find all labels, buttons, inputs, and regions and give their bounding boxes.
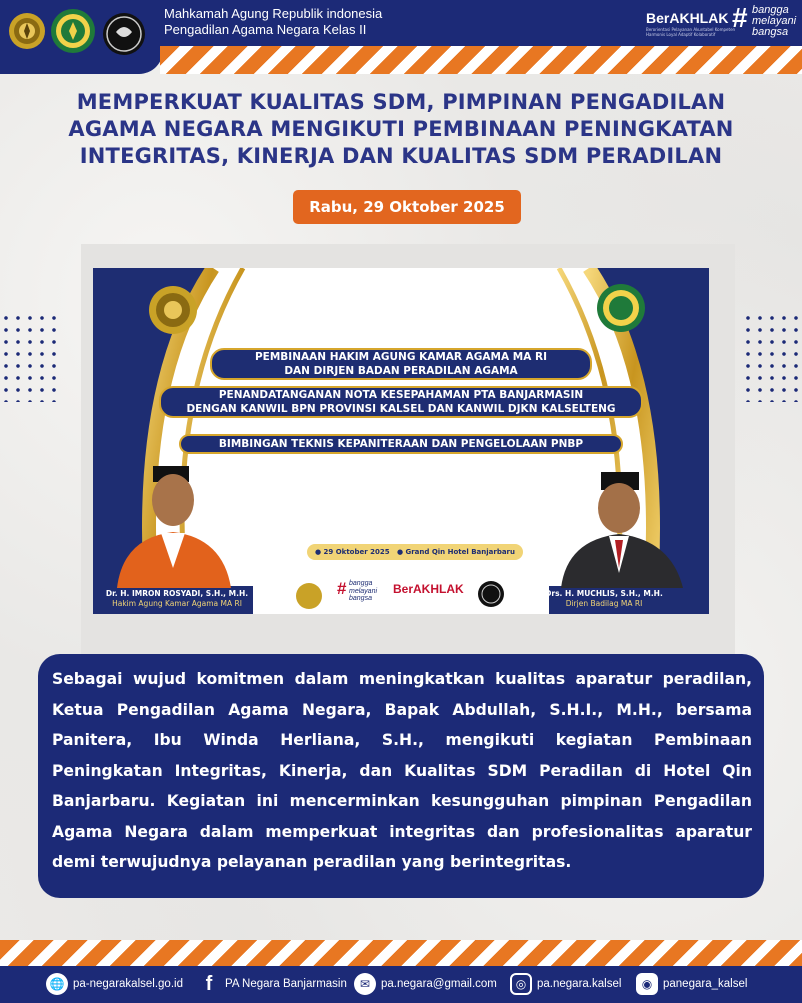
bangga-melayani-bangsa [752,5,796,38]
email-text: pa.negara@gmail.com [381,978,497,990]
globe-icon: 🌐 [46,973,68,995]
banner-pill-3: BIMBINGAN TEKNIS KEPANITERAAN DAN PENGELOLAAN PNBP [179,434,623,454]
location-icon: ● [396,548,406,556]
date-badge: Rabu, 29 Oktober 2025 [293,190,521,224]
facebook-icon: f [205,972,213,995]
organization-name [164,6,382,38]
instagram-icon: ◎ [510,973,532,995]
instagram-1-text: pa.negara.kalsel [537,978,622,990]
header-stripe [160,46,802,74]
banner-pill-2 [159,386,643,418]
description-box [38,654,764,898]
event-info [307,544,523,560]
mini-berakhlak-logo: BerAKHLAK [393,582,464,596]
website-text: pa-negarakalsel.go.id [73,978,183,990]
hashtag-icon: # [732,2,748,33]
mini-bangga-melayani-bangsa [349,580,377,603]
event-place: Grand Qin Hotel Banjarbaru [405,548,515,556]
pill-2-line-2: DENGAN KANWIL BPN PROVINSI KALSEL DAN KANWIL DJKN KALSELTENG [186,403,616,415]
event-banner [93,268,709,614]
mini-hashtag-icon: # [337,579,347,598]
pill-2-line-1: PENANDATANGANAN NOTA KESEPAHAMAN PTA BANJARMASIN [218,389,584,401]
description-text: Sebagai wujud komitmen dalam meningkatkan kualitas aparatur peradilan, Ketua Pengadilan Agama Negara, Bapak Abdullah, S.H.I., M.H., bersama Panitera, Ibu Winda Herliana, S.H., mengikuti kegiatan Pembinaan Peningkatan Integritas, Kinerja, dan Kualitas SDM Peradilan di Hotel Qin Banjarbaru. Kegiatan ini mencerminkan kesungguhan pimpinan Pengadilan Agama Negara dalam memperkuat integritas dan profesionalitas aparatur demi terwujudnya pelayanan peradilan yang berintegritas. [52,670,752,871]
facebook-text: PA Negara Banjarmasin [225,978,347,990]
mahkamah-agung-logo [8,12,46,50]
title-line-3: INTEGRITAS, KINERJA DAN KUALITAS SDM PERADILAN [79,144,723,168]
title-line-1: MEMPERKUAT KUALITAS SDM, PIMPINAN PENGADILAN [76,90,726,114]
footer-facebook[interactable] [198,966,347,1003]
left-person-name: Dr. H. IMRON ROSYADI, S.H., M.H. [105,589,249,598]
calendar-icon: ● [315,548,324,556]
footer-instagram-2[interactable] [636,966,747,1003]
title-line-2: AGAMA NEGARA MENGIKUTI PEMBINAAN PENINGKATAN [68,117,734,141]
instagram-2-text: panegara_kalsel [663,978,748,990]
mini-bangsa: bangsa [349,595,372,602]
right-person-role: Dirjen Badilag MA RI [565,599,643,608]
footer-email[interactable] [354,966,497,1003]
bangga-text: bangga [752,4,789,16]
event-date: 29 Oktober 2025 [323,548,390,556]
org-line-1: Mahkamah Agung Republik indonesia [164,6,383,21]
berakhlak-logo: BerAKHLAK [646,10,729,26]
footer-website[interactable] [46,966,183,1003]
banner-pill-1 [210,348,592,380]
pill-1-line-2: DAN DIRJEN BADAN PERADILAN AGAMA [284,365,518,377]
melayani-text: melayani [752,15,797,27]
footer-stripe [0,940,802,966]
right-person-caption [539,589,669,609]
footer-instagram-1[interactable] [510,966,621,1003]
dots-decoration-left [0,312,60,402]
email-icon: ✉ [354,973,376,995]
left-person-caption [99,589,255,609]
pengadilan-agama-logo [50,8,96,54]
bangsa-text: bangsa [752,26,789,38]
integrity-zone-logo [102,12,146,56]
pill-1-line-1: PEMBINAAN HAKIM AGUNG KAMAR AGAMA MA RI [254,351,547,363]
footer-bar [0,966,802,1003]
page-title [20,89,782,170]
dots-decoration-right [742,312,802,402]
camera-icon: ◉ [636,973,658,995]
right-person-name: Drs. H. MUCHLIS, S.H., M.H. [545,589,663,598]
left-person-role: Hakim Agung Kamar Agama MA RI [112,599,242,608]
org-line-2: Pengadilan Agama Negara Kelas II [164,22,367,37]
mini-melayani: melayani [349,587,378,595]
mini-bangga: bangga [349,580,373,587]
berakhlak-tagline: Berorientasi Pelayanan Akuntabel Kompeten Harmonis Loyal Adaptif Kolaboratif [646,27,736,37]
